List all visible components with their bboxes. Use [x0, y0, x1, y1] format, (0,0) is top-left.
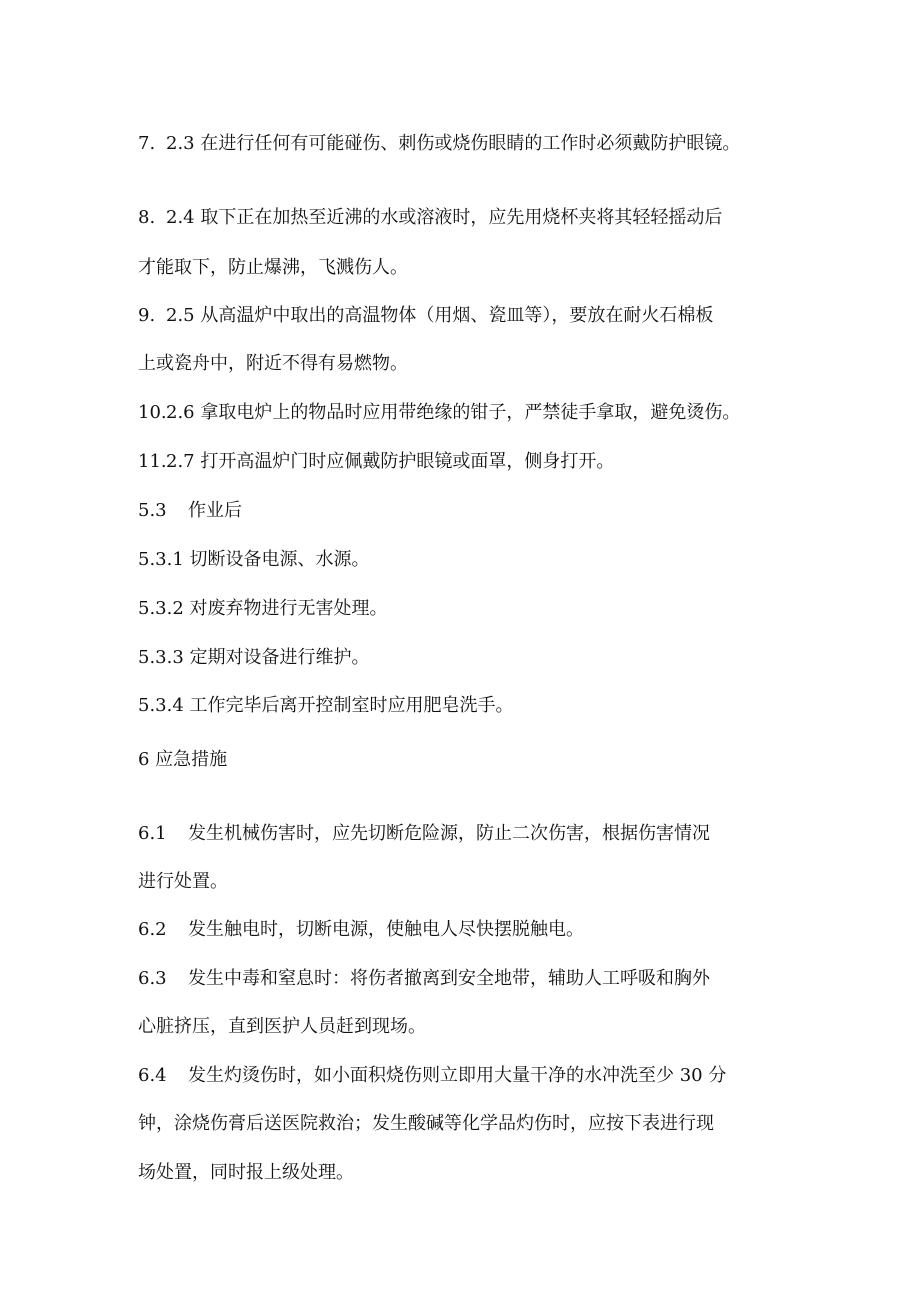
item-5-3-3: 5.3.3 定期对设备进行维护。: [138, 647, 370, 668]
list-item-7: 7. 2.3 在进行任何有可能碰伤、刺伤或烧伤眼睛的工作时必须戴防护眼镜。: [138, 133, 741, 154]
item-5-3-4: 5.3.4 工作完毕后离开控制室时应用肥皂洗手。: [138, 695, 514, 716]
list-item-10: 10.2.6 拿取电炉上的物品时应用带绝缘的钳子，严禁徒手拿取，避免烫伤。: [138, 402, 741, 423]
item-5-3-1: 5.3.1 切断设备电源、水源。: [138, 549, 370, 570]
list-item-9: 9. 2.5 从高温炉中取出的高温物体（用烟、瓷皿等），要放在耐火石棉板: [138, 305, 714, 326]
item-6-3-cont: 心脏挤压，直到医护人员赶到现场。: [138, 1016, 426, 1037]
item-6-1: 6.1 发生机械伤害时，应先切断危险源，防止二次伤害，根据伤害情况: [138, 823, 710, 844]
item-6-4-cont-1: 钟，涂烧伤膏后送医院救治；发生酸碱等化学品灼伤时，应按下表进行现: [138, 1113, 714, 1134]
item-5-3-2: 5.3.2 对废弃物进行无害处理。: [138, 598, 388, 619]
item-6-4: 6.4 发生灼烫伤时，如小面积烧伤则立即用大量干净的水冲洗至少 30 分: [138, 1065, 727, 1086]
list-item-8-cont: 才能取下，防止爆沸，飞溅伤人。: [138, 257, 408, 278]
item-6-4-cont-2: 场处置，同时报上级处理。: [138, 1162, 354, 1183]
item-6-3: 6.3 发生中毒和窒息时：将伤者撤离到安全地带，辅助人工呼吸和胸外: [138, 968, 710, 989]
list-item-8: 8. 2.4 取下正在加热至近沸的水或溶液时，应先用烧杯夹将其轻轻摇动后: [138, 207, 723, 228]
section-heading-6: 6 应急措施: [138, 749, 228, 770]
list-item-11: 11.2.7 打开高温炉门时应佩戴防护眼镜或面罩，侧身打开。: [138, 451, 615, 472]
list-item-9-cont: 上或瓷舟中，附近不得有易燃物。: [138, 353, 408, 374]
section-heading-5-3: 5.3 作业后: [138, 500, 242, 521]
item-6-1-cont: 进行处置。: [138, 871, 228, 892]
item-6-2: 6.2 发生触电时，切断电源，使触电人尽快摆脱触电。: [138, 919, 584, 940]
